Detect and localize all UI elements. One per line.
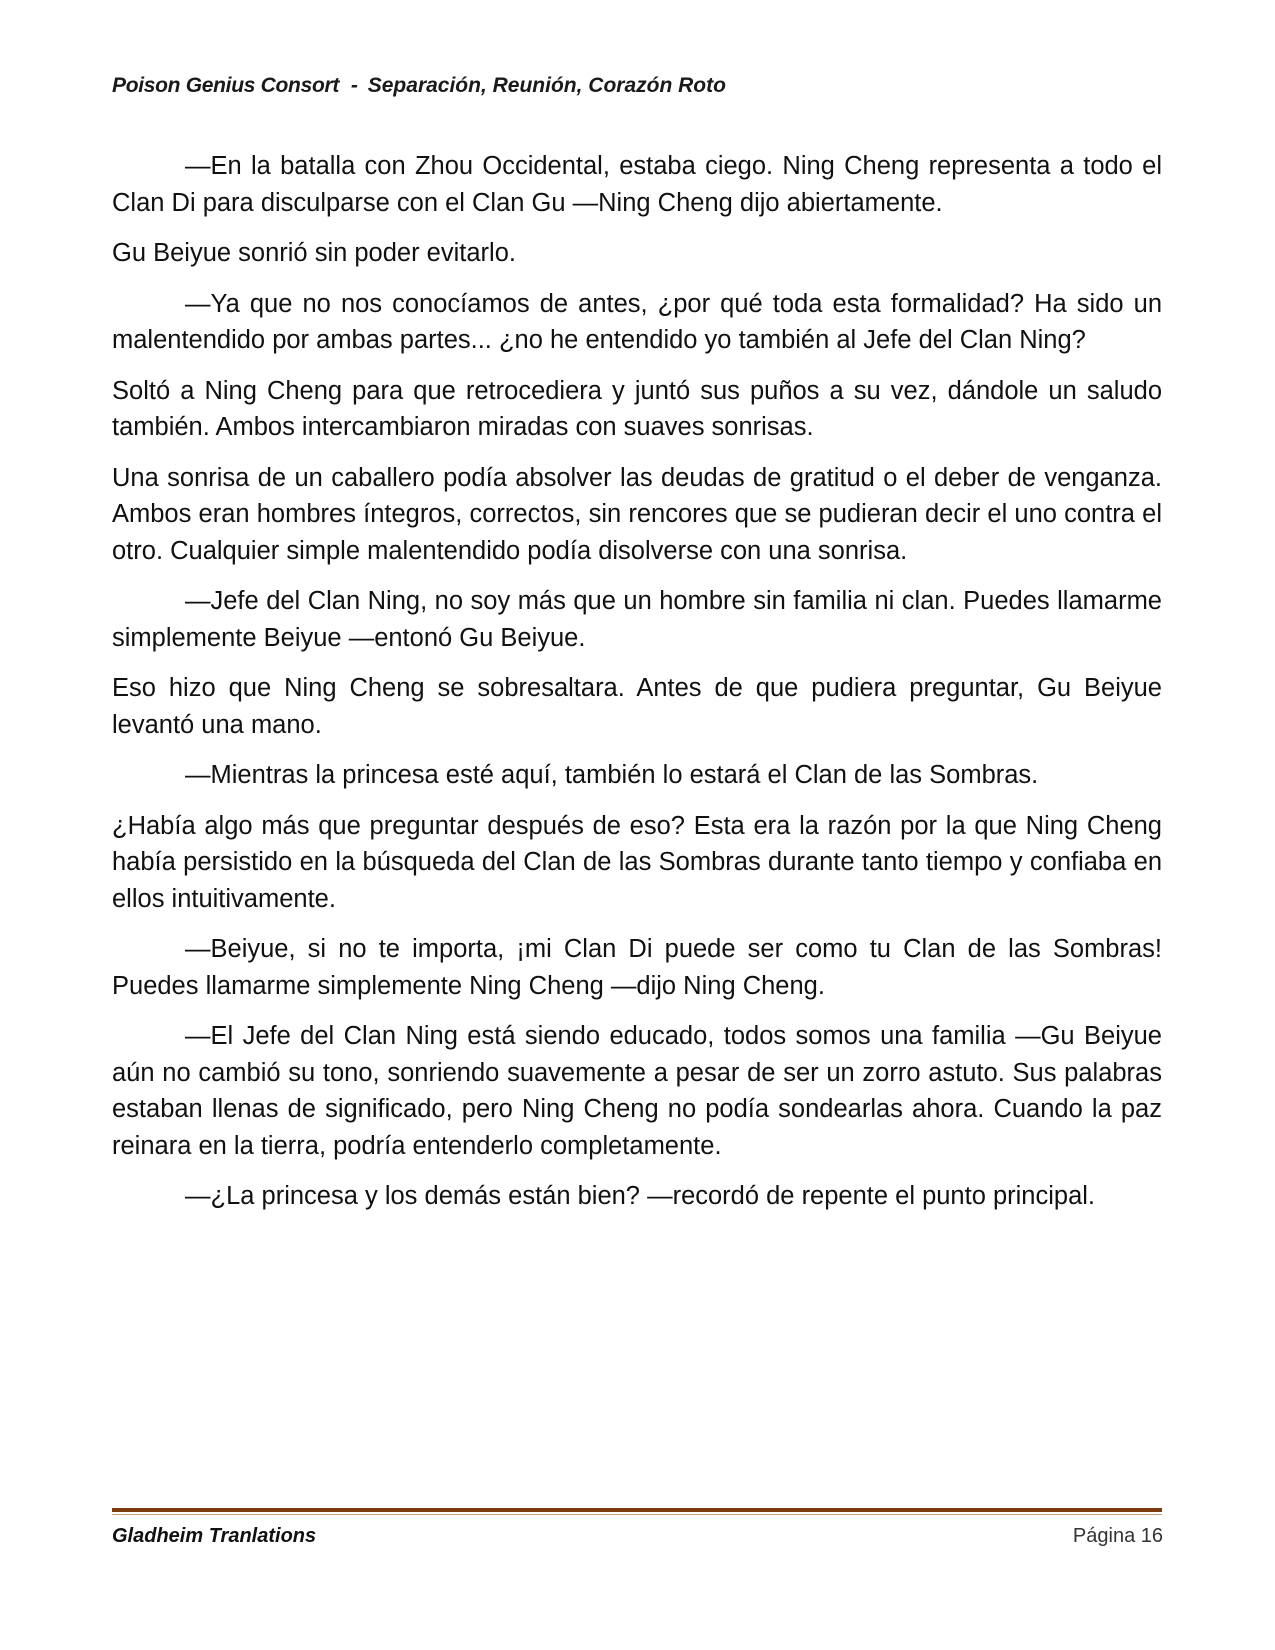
paragraph: Eso hizo que Ning Cheng se sobresaltara. Antes de que pudiera preguntar, Gu Beiyue levantó una mano.	[112, 674, 1162, 739]
paragraph: —Ya que no nos conocíamos de antes, ¿por qué toda esta formalidad? Ha sido un malentendido por ambas partes... ¿no he entendido yo también al Jefe del Clan Ning?	[112, 289, 1162, 354]
paragraph: Soltó a Ning Cheng para que retrocediera y juntó sus puños a su vez, dándole un saludo también. Ambos intercambiaron miradas con suaves sonrisas.	[112, 376, 1162, 441]
page-number: Página 16	[1072, 1525, 1163, 1547]
footer-translator: Gladheim Tranlations	[112, 1525, 317, 1547]
header-separator: -	[350, 74, 358, 97]
footer-divider	[112, 1508, 1162, 1512]
page-body	[112, 148, 1162, 1229]
book-title: Poison Genius Consort	[112, 74, 340, 97]
paragraph: Gu Beiyue sonrió sin poder evitarlo.	[112, 239, 516, 267]
footer-divider-thin	[112, 1514, 1162, 1515]
paragraph: —Mientras la princesa esté aquí, también lo estará el Clan de las Sombras.	[185, 761, 1039, 789]
page-header	[112, 72, 1162, 100]
paragraph: —¿La princesa y los demás están bien? —recordó de repente el punto principal.	[185, 1182, 1096, 1210]
paragraph: —Beiyue, si no te importa, ¡mi Clan Di puede ser como tu Clan de las Sombras! Puedes llamarme simplemente Ning Cheng —dijo Ning Cheng.	[112, 935, 1162, 1000]
paragraph: ¿Había algo más que preguntar después de eso? Esta era la razón por la que Ning Cheng había persistido en la búsqueda del Clan de las Sombras durante tanto tiempo y confiaba en ellos intuitivamente.	[112, 811, 1162, 913]
paragraph: —En la batalla con Zhou Occidental, estaba ciego. Ning Cheng representa a todo el Clan Di para disculparse con el Clan Gu —Ning Cheng dijo abiertamente.	[112, 152, 1162, 217]
paragraph: Una sonrisa de un caballero podía absolver las deudas de gratitud o el deber de venganza. Ambos eran hombres íntegros, correctos, sin rencores que se pudieran decir el uno contra el otro. Cualquier simple malentendido podía disolverse con una sonrisa.	[112, 463, 1162, 565]
chapter-title: Separación, Reunión, Corazón Roto	[367, 74, 726, 97]
paragraph: —El Jefe del Clan Ning está siendo educado, todos somos una familia —Gu Beiyue aún no cambió su tono, sonriendo suavemente a pesar de ser un zorro astuto. Sus palabras estaban llenas de significado, pero Ning Cheng no podía sondearlas ahora. Cuando la paz reinara en la tierra, podría entenderlo completamente.	[112, 1022, 1162, 1160]
paragraph: —Jefe del Clan Ning, no soy más que un hombre sin familia ni clan. Puedes llamarme simplemente Beiyue —entonó Gu Beiyue.	[112, 587, 1162, 652]
